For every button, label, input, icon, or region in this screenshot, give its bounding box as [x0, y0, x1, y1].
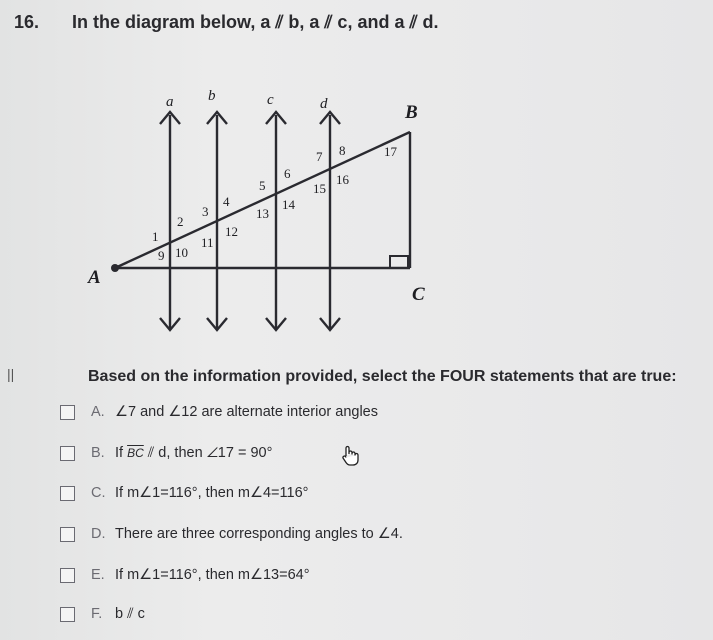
- option-e[interactable]: [60, 563, 310, 587]
- angle-label-16: 16: [336, 172, 349, 187]
- option-c[interactable]: [60, 481, 308, 505]
- angle-label-8: 8: [339, 143, 346, 158]
- checkbox-a[interactable]: [60, 405, 75, 420]
- segment-bc: $\overline{BC}$: [127, 446, 144, 460]
- option-text: If m∠1=116°, then m∠4=116°: [115, 485, 309, 501]
- option-letter: C.: [91, 485, 106, 501]
- hand-pointer-icon: [340, 445, 362, 467]
- angle-label-13: 13: [256, 206, 269, 221]
- angle-label-17: 17: [384, 144, 397, 159]
- checkbox-b[interactable]: [60, 446, 75, 461]
- point-label-a: A: [88, 267, 101, 288]
- option-d[interactable]: [60, 522, 403, 546]
- angle-label-10: 10: [175, 245, 188, 260]
- angle-label-1: 1: [152, 229, 159, 244]
- option-letter: A.: [91, 404, 105, 420]
- instruction-text: Based on the information provided, select the FOUR statements that are true:: [88, 368, 677, 385]
- option-letter: E.: [91, 567, 105, 583]
- angle-label-14: 14: [282, 197, 295, 212]
- line-label-a: a: [166, 94, 174, 110]
- option-a[interactable]: [60, 400, 378, 424]
- option-text: There are three corresponding angles to ∠4.: [115, 526, 403, 542]
- option-letter: F.: [91, 606, 103, 622]
- angle-label-4: 4: [223, 194, 230, 209]
- angle-label-3: 3: [202, 204, 209, 219]
- line-label-d: d: [320, 96, 328, 112]
- angle-label-5: 5: [259, 178, 266, 193]
- line-label-b: b: [208, 88, 216, 104]
- angle-label-2: 2: [177, 214, 184, 229]
- angle-label-6: 6: [284, 166, 291, 181]
- checkbox-f[interactable]: [60, 607, 75, 622]
- option-text: If m∠1=116°, then m∠13=64°: [115, 567, 310, 583]
- angle-label-12: 12: [225, 224, 238, 239]
- question-number: 16.: [14, 12, 40, 32]
- option-letter: B.: [91, 445, 105, 461]
- option-text: b ⫽ c: [115, 606, 145, 622]
- option-text: [115, 445, 272, 461]
- angle-label-9: 9: [158, 248, 165, 263]
- option-text-pre: If: [115, 445, 128, 461]
- option-letter: D.: [91, 526, 106, 542]
- angle-label-15: 15: [313, 181, 326, 196]
- angle-label-7: 7: [316, 149, 323, 164]
- option-b[interactable]: [60, 441, 272, 465]
- question-text: In the diagram below, a ⫽ b, a ⫽ c, and a ⫽ d.: [72, 12, 439, 32]
- checkbox-c[interactable]: [60, 486, 75, 501]
- checkbox-d[interactable]: [60, 527, 75, 542]
- point-label-b: B: [405, 102, 418, 123]
- option-f[interactable]: [60, 602, 145, 626]
- option-text-post: ⫽ d, then ∠17 = 90°: [143, 445, 273, 461]
- side-mark: ||: [7, 366, 15, 382]
- option-text: ∠7 and ∠12 are alternate interior angles: [115, 404, 378, 420]
- angle-label-11: 11: [201, 235, 214, 250]
- checkbox-e[interactable]: [60, 568, 75, 583]
- line-label-c: c: [267, 92, 274, 108]
- point-label-c: C: [412, 284, 425, 305]
